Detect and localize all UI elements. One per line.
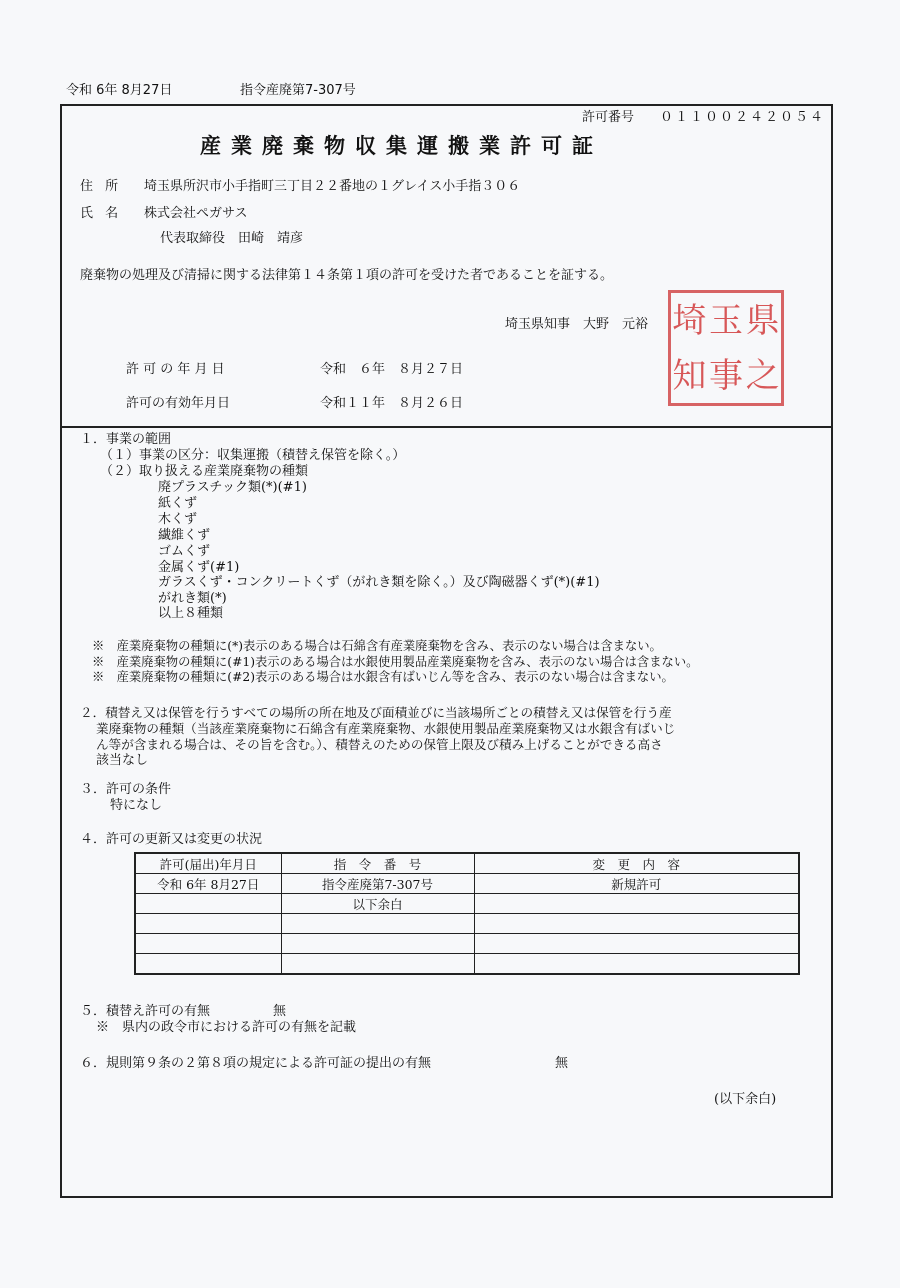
- section-3-value: 特になし: [110, 798, 163, 813]
- section-5-note: ※ 県内の政令市における許可の有無を記載: [96, 1020, 357, 1035]
- table-cell: [474, 894, 799, 914]
- certification-text: 廃棄物の処理及び清掃に関する法律第１４条第１項の許可を受けた者であることを証する。: [80, 268, 614, 283]
- section-6-title: ６．規則第９条の２第８項の規定による許可証の提出の有無: [80, 1056, 432, 1071]
- issuer-name: 埼玉県知事 大野 元裕: [505, 317, 649, 332]
- table-cell: [135, 894, 281, 914]
- section-5-title: ５．積替え許可の有無: [80, 1004, 211, 1019]
- table-cell: [281, 914, 474, 934]
- table-header-row: [135, 853, 799, 874]
- note-mercury-dust: ※ 産業廃棄物の種類に(#2)表示のある場合は水銀含有ばいじん等を含み、表示のない場合は含まない。: [92, 670, 674, 684]
- list-item: 以上８種類: [158, 606, 224, 621]
- list-item: 廃プラスチック類(*)(#1): [158, 480, 307, 495]
- table-cell: [135, 934, 281, 954]
- table-row: [135, 934, 799, 954]
- table-cell: [135, 914, 281, 934]
- header-date: 令和 6年 8月27日: [66, 83, 173, 98]
- list-item: 繊維くず: [158, 528, 211, 543]
- table-row: [135, 914, 799, 934]
- waste-types-heading: （２）取り扱える産業廃棄物の種類: [100, 464, 309, 479]
- section-4-title: ４．許可の更新又は変更の状況: [80, 832, 263, 847]
- list-item: ガラスくず・コンクリートくず（がれき類を除く。）及び陶磁器くず(*)(#1): [158, 575, 600, 590]
- column-header-date: 許可(届出)年月日: [135, 853, 281, 874]
- note-asbestos: ※ 産業廃棄物の種類に(*)表示のある場合は石綿含有産業廃棄物を含み、表示のない場合は含まない。: [92, 639, 662, 653]
- list-item: 金属くず(#1): [158, 560, 240, 575]
- section-2-line-3: ん等が含まれる場合は、その旨を含む。）、積替えのための保管上限及び積み上げることができる高さ: [96, 737, 663, 752]
- frame-divider: [60, 426, 833, 428]
- end-note: (以下余白): [714, 1092, 777, 1107]
- table-cell: [281, 934, 474, 954]
- valid-date-value: 令和１１年 ８月２６日: [320, 396, 464, 411]
- table-row: [135, 954, 799, 975]
- address-label: 住 所: [80, 179, 123, 194]
- valid-date-label: 許可の有効年月日: [126, 396, 231, 411]
- table-row: [135, 894, 799, 914]
- name-label: 氏 名: [80, 206, 123, 221]
- permit-number: ０１１００２４２０５４: [660, 110, 826, 125]
- note-mercury-products: ※ 産業廃棄物の種類に(#1)表示のある場合は水銀使用製品産業廃棄物を含み、表示のない場合は含まない。: [92, 655, 699, 669]
- list-item: がれき類(*): [158, 591, 227, 606]
- column-header-directive: 指 令 番 号: [281, 853, 474, 874]
- section-5-value: 無: [273, 1004, 287, 1019]
- header-directive-number: 指令産廃第7-307号: [240, 83, 356, 98]
- history-table: [134, 852, 800, 975]
- table-cell: 新規許可: [474, 874, 799, 894]
- permit-number-label: 許可番号: [582, 110, 635, 125]
- permit-date-label: 許 可 の 年 月 日: [126, 362, 225, 377]
- table-cell: 指令産廃第7-307号: [281, 874, 474, 894]
- section-3-title: ３．許可の条件: [80, 782, 172, 797]
- company-name: 株式会社ペガサス: [144, 206, 248, 221]
- table-cell: [474, 934, 799, 954]
- table-cell: [474, 954, 799, 975]
- address-value: 埼玉県所沢市小手指町三丁目２２番地の１グレイス小手指３０６: [144, 179, 521, 194]
- table-cell: 以下余白: [281, 894, 474, 914]
- section-1-title: １．事業の範囲: [80, 432, 172, 447]
- official-seal: 埼 玉 県 知 事 之: [668, 290, 784, 406]
- table-cell: [135, 954, 281, 975]
- section-2-value: 該当なし: [96, 753, 149, 768]
- list-item: 紙くず: [158, 496, 198, 511]
- table-cell: [474, 914, 799, 934]
- list-item: ゴムくず: [158, 544, 211, 559]
- table-row: [135, 874, 799, 894]
- table-cell: 令和 6年 8月27日: [135, 874, 281, 894]
- section-2-line-2: 業廃棄物の種類（当該産業廃棄物に石綿含有産業廃棄物、水銀使用製品産業廃棄物又は水銀含有ばいじ: [96, 721, 676, 736]
- document-title: 産業廃棄物収集運搬業許可証: [200, 133, 603, 158]
- section-2-line-1: ２．積替え又は保管を行うすべての場所の所在地及び面積並びに当該場所ごとの積替え又は保管を行う産: [80, 705, 672, 720]
- column-header-change: 変 更 内 容: [474, 853, 799, 874]
- representative-name: 代表取締役 田崎 靖彦: [160, 231, 304, 246]
- business-category: （１）事業の区分：収集運搬（積替え保管を除く。）: [100, 448, 406, 463]
- permit-date-value: 令和 ６年 ８月２７日: [320, 362, 464, 377]
- list-item: 木くず: [158, 512, 198, 527]
- table-cell: [281, 954, 474, 975]
- section-6-value: 無: [555, 1056, 569, 1071]
